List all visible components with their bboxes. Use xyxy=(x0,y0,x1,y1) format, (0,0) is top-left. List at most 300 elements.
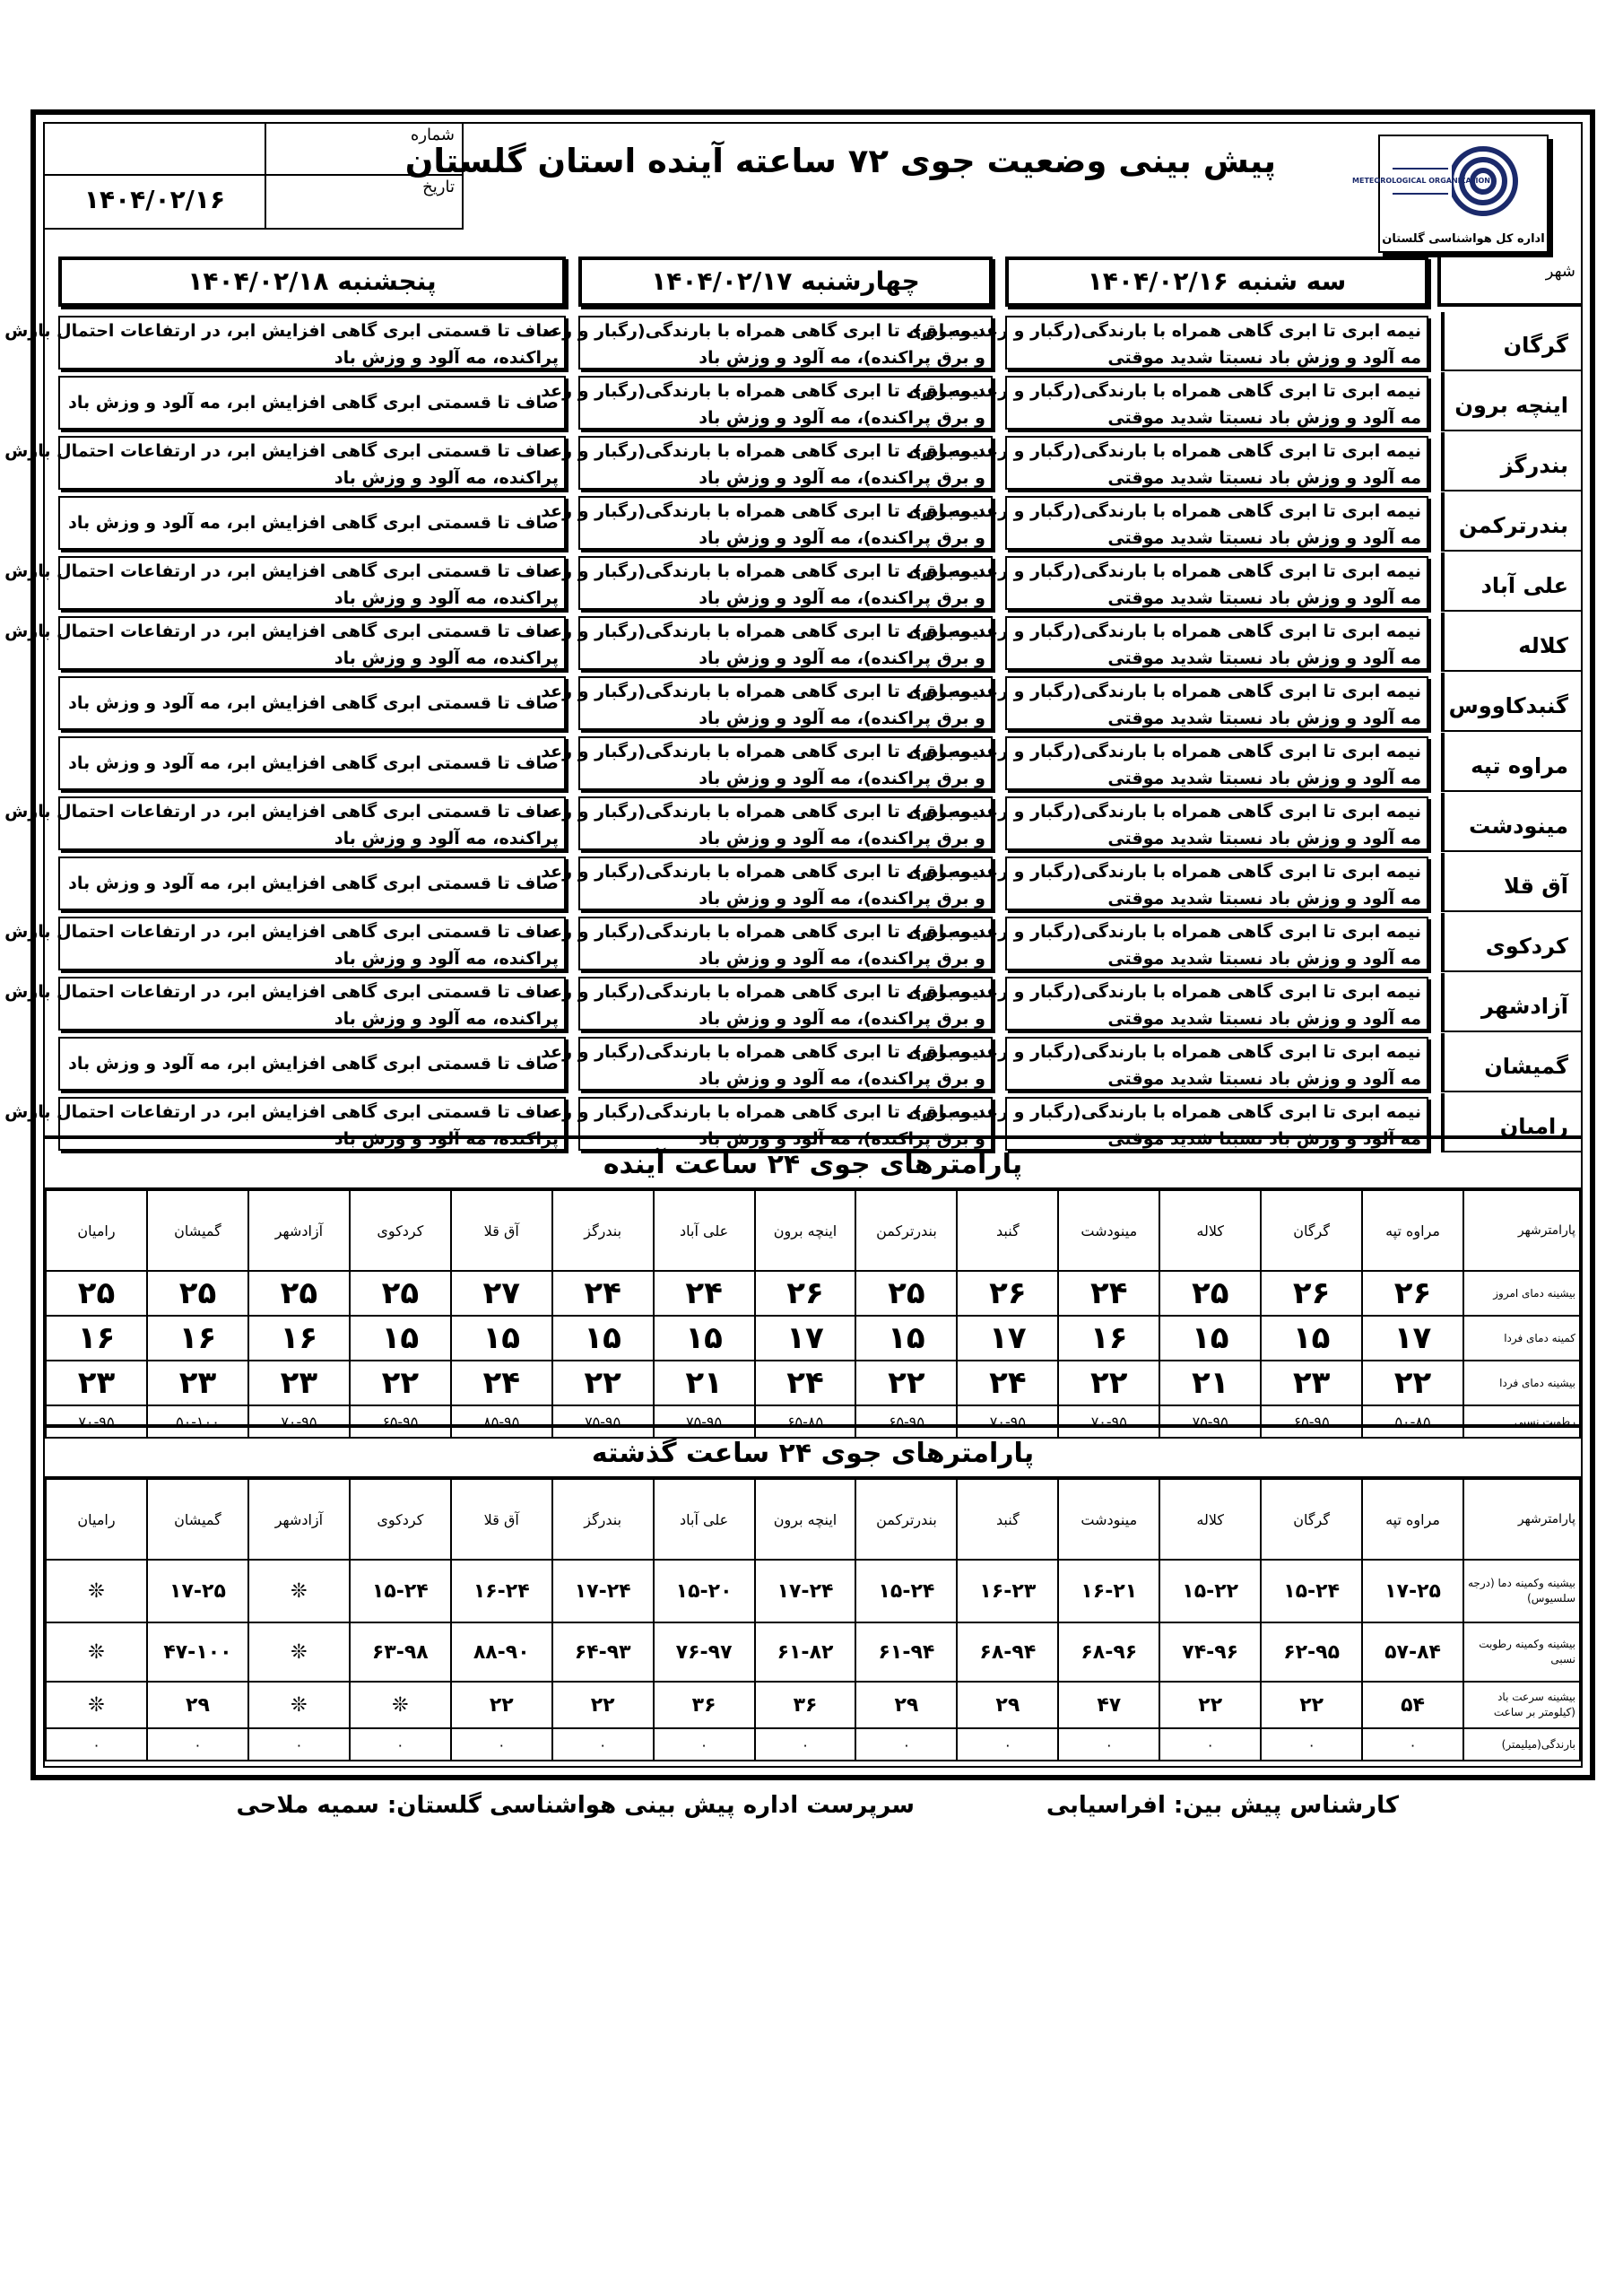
param-value: ۰ xyxy=(855,1728,957,1761)
param-value: ۲۱ xyxy=(654,1361,755,1405)
param-value: ۲۵ xyxy=(248,1271,350,1316)
param-value: ۲۵ xyxy=(855,1271,957,1316)
param-row xyxy=(46,1560,1580,1622)
date-label: تاریخ xyxy=(422,178,455,196)
forecast-text-line: نیمه ابری تا ابری گاهی همراه با بارندگی(رگبار و رعد xyxy=(541,1102,985,1122)
param-value: ۲۲ xyxy=(1362,1361,1463,1405)
forecast-cell-d2 xyxy=(541,556,993,610)
forecast-text-line: مه آلود و وزش باد نسبتا شدید موقتی xyxy=(1107,1069,1421,1089)
supervisor-signature: سرپرست اداره پیش بینی هواشناسی گلستان: سمیه ملاحی xyxy=(236,1792,915,1819)
forecast-text-line: نیمه ابری تا ابری گاهی همراه با بارندگی(رگبار و رعد xyxy=(541,742,985,761)
day-header-1: سه شنبه ۱۴۰۴/۰۲/۱۶ xyxy=(1005,257,1428,307)
forecast-cell-d3 xyxy=(4,436,566,490)
forecast-text-line: صاف تا قسمتی ابری گاهی افزایش ابر، مه آلود و وزش باد xyxy=(68,393,559,413)
forecast-cell-d2 xyxy=(541,1037,993,1091)
forecast-row xyxy=(4,913,1581,973)
param-value: ۱۵ xyxy=(654,1316,755,1361)
forecast-text-line: صاف تا قسمتی ابری گاهی افزایش ابر، مه آلود و وزش باد xyxy=(68,513,559,533)
forecast-cell-d1 xyxy=(907,496,1428,550)
forecast-text-line: صاف تا قسمتی ابری گاهی افزایش ابر، در ارتفاعات احتمال بارش xyxy=(4,1102,559,1122)
param-city-header: اینچه برون xyxy=(755,1479,856,1560)
city-name: مینودشت xyxy=(1441,793,1581,852)
param-value: ۲۳ xyxy=(147,1361,248,1405)
forecast-text-line: و برق پراکنده)، مه آلود و وزش باد xyxy=(699,709,985,728)
param-city-header: آزادشهر xyxy=(248,1479,350,1560)
param-value: ❊ xyxy=(248,1622,350,1682)
param-value: ۶۸-۹۴ xyxy=(957,1622,1058,1682)
forecast-text-line: نیمه ابری تا ابری گاهی همراه با بارندگی(رگبار و رعد و برق)، xyxy=(907,381,1421,401)
forecast-text-line: و برق پراکنده)، مه آلود و وزش باد xyxy=(699,348,985,368)
forecast-cell-d3 xyxy=(58,857,566,910)
forecast-text-line: پراکنده، مه آلود و وزش باد xyxy=(334,1129,559,1149)
forecast-cell-d3 xyxy=(58,1037,566,1091)
forecast-row xyxy=(45,492,1581,552)
param-value: ۱۵ xyxy=(1159,1316,1261,1361)
param-city-header: بندرترکمن xyxy=(855,1479,957,1560)
forecast-text-line: نیمه ابری تا ابری گاهی همراه با بارندگی(رگبار و رعد xyxy=(541,862,985,882)
param-city-header: کردکوی xyxy=(350,1190,451,1271)
param-value: ۷۶-۹۷ xyxy=(654,1622,755,1682)
document-inner-frame xyxy=(4,122,1583,1768)
param-row-label: بیشینه وکمینه دما (درجه سلسیوس) xyxy=(1463,1560,1580,1622)
param-row xyxy=(46,1622,1580,1682)
param-value: ۲۲ xyxy=(1261,1682,1362,1728)
city-name: گرگان xyxy=(1441,312,1581,371)
param-row-label: کمینه دمای فردا xyxy=(1463,1316,1580,1361)
param-value: ۱۶-۲۴ xyxy=(451,1560,552,1622)
param-value: ❊ xyxy=(46,1560,147,1622)
forecast-cell-d3 xyxy=(58,376,566,430)
param-city-header: گنبد xyxy=(957,1479,1058,1560)
param-value: ۱۵ xyxy=(451,1316,552,1361)
logo-caption: اداره کل هواشناسی گلستان xyxy=(1382,232,1545,246)
svg-text:METEOROLOGICAL ORGANIZATION: METEOROLOGICAL ORGANIZATION xyxy=(1352,177,1490,185)
param-city-header: رامیان xyxy=(46,1479,147,1560)
day-header-3: پنجشنبه ۱۴۰۴/۰۲/۱۸ xyxy=(58,257,566,307)
param-city-header: بندرگز xyxy=(552,1479,654,1560)
next24-title: پارامترهای جوی ۲۴ ساعت آینده xyxy=(45,1135,1581,1189)
forecast-row xyxy=(45,372,1581,432)
document-frame xyxy=(4,109,1595,1780)
param-value: ۱۶ xyxy=(147,1316,248,1361)
forecast-text-line: و برق پراکنده)، مه آلود و وزش باد xyxy=(699,408,985,428)
forecast-text-line: نیمه ابری تا ابری گاهی همراه با بارندگی(رگبار و رعد و برق)، xyxy=(907,501,1421,521)
param-value: ۲۴ xyxy=(755,1361,856,1405)
param-value: ۲۶ xyxy=(957,1271,1058,1316)
forecast-text-line: پراکنده، مه آلود و وزش باد xyxy=(334,348,559,368)
forecast-text-line: نیمه ابری تا ابری گاهی همراه با بارندگی(رگبار و رعد xyxy=(541,501,985,521)
forecast-text-line: نیمه ابری تا ابری گاهی همراه با بارندگی(رگبار و رعد xyxy=(541,441,985,461)
param-row-label: بیشینه دمای امروز xyxy=(1463,1271,1580,1316)
date-value: ۱۴۰۴/۰۲/۱۶ xyxy=(83,185,226,214)
forecast-text-line: نیمه ابری تا ابری گاهی همراه با بارندگی(رگبار و رعد و برق)، xyxy=(907,862,1421,882)
param-value: ۲۴ xyxy=(957,1361,1058,1405)
param-city-header: کلاله xyxy=(1159,1479,1261,1560)
forecast-cell-d3 xyxy=(58,736,566,790)
param-value: ۶۲-۹۵ xyxy=(1261,1622,1362,1682)
param-value: ۷۵-۹۵ xyxy=(552,1405,654,1438)
param-city-header: گنبد xyxy=(957,1190,1058,1271)
forecast-text-line: نیمه ابری تا ابری گاهی همراه با بارندگی(رگبار و رعد xyxy=(541,321,985,341)
param-row xyxy=(46,1316,1580,1361)
forecast-text-line: مه آلود و وزش باد نسبتا شدید موقتی xyxy=(1107,829,1421,848)
param-value: ۱۵-۲۲ xyxy=(1159,1560,1261,1622)
param-row xyxy=(46,1728,1580,1761)
param-value: ۸۵-۹۵ xyxy=(451,1405,552,1438)
forecast-text-line: نیمه ابری تا ابری گاهی همراه با بارندگی(رگبار و رعد و برق)، xyxy=(907,1102,1421,1122)
forecast-cell-d1 xyxy=(907,1037,1428,1091)
forecast-text-line: صاف تا قسمتی ابری گاهی افزایش ابر، مه آلود و وزش باد xyxy=(68,1054,559,1074)
number-label-cell xyxy=(265,124,462,176)
forecast-text-line: مه آلود و وزش باد نسبتا شدید موقتی xyxy=(1107,709,1421,728)
param-value: ۲۶ xyxy=(1362,1271,1463,1316)
forecast-row xyxy=(45,853,1581,913)
forecast-text-line: پراکنده، مه آلود و وزش باد xyxy=(334,829,559,848)
next24-table xyxy=(45,1189,1581,1439)
param-row-label: رطوبت نسبی xyxy=(1463,1405,1580,1438)
forecast-text-line: نیمه ابری تا ابری گاهی همراه با بارندگی(رگبار و رعد xyxy=(541,982,985,1002)
param-city-header: گمیشان xyxy=(147,1190,248,1271)
forecast-text-line: پراکنده، مه آلود و وزش باد xyxy=(334,468,559,488)
forecast-text-line: نیمه ابری تا ابری گاهی همراه با بارندگی(رگبار و رعد و برق)، xyxy=(907,561,1421,581)
city-name: گمیشان xyxy=(1441,1033,1581,1092)
forecast-text-line: پراکنده، مه آلود و وزش باد xyxy=(334,588,559,608)
forecast-text-line: مه آلود و وزش باد نسبتا شدید موقتی xyxy=(1107,889,1421,909)
forecast-text-line: صاف تا قسمتی ابری گاهی افزایش ابر، در ارتفاعات احتمال بارش xyxy=(4,982,559,1002)
param-value: ۲۲ xyxy=(451,1682,552,1728)
param-city-header: آق قلا xyxy=(451,1190,552,1271)
param-city-header: گمیشان xyxy=(147,1479,248,1560)
date-value-cell xyxy=(45,176,265,228)
param-value: ❊ xyxy=(46,1682,147,1728)
forecast-text-line: صاف تا قسمتی ابری گاهی افزایش ابر، در ارتفاعات احتمال بارش xyxy=(4,321,559,341)
forecast-text-line: پراکنده، مه آلود و وزش باد xyxy=(334,949,559,969)
param-value: ۰ xyxy=(147,1728,248,1761)
forecast-cell-d1 xyxy=(907,556,1428,610)
param-value: ۰ xyxy=(957,1728,1058,1761)
param-value: ۱۷-۲۵ xyxy=(1362,1560,1463,1622)
forecast-text-line: نیمه ابری تا ابری گاهی همراه با بارندگی(رگبار و رعد و برق)، xyxy=(907,802,1421,822)
param-value: ۱۵ xyxy=(350,1316,451,1361)
forecast-cell-d3 xyxy=(4,316,566,370)
forecast-cell-d1 xyxy=(907,857,1428,910)
forecast-text-line: پراکنده، مه آلود و وزش باد xyxy=(334,648,559,668)
forecast-text-line: نیمه ابری تا ابری گاهی همراه با بارندگی(رگبار و رعد xyxy=(541,622,985,641)
forecast-cell-d1 xyxy=(907,676,1428,730)
param-value: ۶۸-۹۶ xyxy=(1058,1622,1159,1682)
forecast-cell-d2 xyxy=(541,917,993,970)
param-value: ۰ xyxy=(46,1728,147,1761)
param-value: ۰ xyxy=(755,1728,856,1761)
param-value: ❊ xyxy=(248,1560,350,1622)
forecast-text-line: صاف تا قسمتی ابری گاهی افزایش ابر، در ارتفاعات احتمال بارش xyxy=(4,622,559,641)
param-city-header: گرگان xyxy=(1261,1190,1362,1271)
param-value: ۶۴-۹۳ xyxy=(552,1622,654,1682)
forecast-text-line: و برق پراکنده)، مه آلود و وزش باد xyxy=(699,1069,985,1089)
param-city-header: اینچه برون xyxy=(755,1190,856,1271)
logo-emblem-icon xyxy=(1352,144,1532,219)
param-value: ۲۱ xyxy=(1159,1361,1261,1405)
param-value: ۶۵-۹۵ xyxy=(855,1405,957,1438)
param-row xyxy=(46,1271,1580,1316)
param-value: ۶۱-۹۴ xyxy=(855,1622,957,1682)
param-row-label: بارندگی(میلیمتر) xyxy=(1463,1728,1580,1761)
forecast-text-line: نیمه ابری تا ابری گاهی همراه با بارندگی(رگبار و رعد و برق)، xyxy=(907,742,1421,761)
forecast-text-line: صاف تا قسمتی ابری گاهی افزایش ابر، مه آلود و وزش باد xyxy=(68,874,559,893)
forecast-text-line: مه آلود و وزش باد نسبتا شدید موقتی xyxy=(1107,408,1421,428)
param-value: ۰ xyxy=(1159,1728,1261,1761)
param-value: ۰ xyxy=(1058,1728,1159,1761)
param-value: ۲۲ xyxy=(855,1361,957,1405)
forecast-cell-d2 xyxy=(541,496,993,550)
city-name: گنبدکاووس xyxy=(1441,673,1581,732)
param-value: ۲۳ xyxy=(1261,1361,1362,1405)
forecast-text-line: نیمه ابری تا ابری گاهی همراه با بارندگی(رگبار و رعد xyxy=(541,561,985,581)
forecast-text-line: نیمه ابری تا ابری گاهی همراه با بارندگی(رگبار و رعد و برق)، xyxy=(907,622,1421,641)
param-value: ۱۵-۲۴ xyxy=(350,1560,451,1622)
forecast-text-line: و برق پراکنده)، مه آلود و وزش باد xyxy=(699,829,985,848)
param-value: ۵۷-۸۴ xyxy=(1362,1622,1463,1682)
forecast-row xyxy=(4,973,1581,1033)
forecast-text-line: و برق پراکنده)، مه آلود و وزش باد xyxy=(699,769,985,788)
param-value: ۶۱-۸۲ xyxy=(755,1622,856,1682)
forecast-text-line: نیمه ابری تا ابری گاهی همراه با بارندگی(رگبار و رعد xyxy=(541,381,985,401)
param-city-header: مراوه تپه xyxy=(1362,1190,1463,1271)
city-name: مراوه تپه xyxy=(1441,733,1581,792)
forecast-text-line: صاف تا قسمتی ابری گاهی افزایش ابر، مه آلود و وزش باد xyxy=(68,753,559,773)
param-value: ۷۰-۹۵ xyxy=(957,1405,1058,1438)
param-city-header: علی آباد xyxy=(654,1479,755,1560)
param-value: ۲۹ xyxy=(855,1682,957,1728)
param-value: ❊ xyxy=(248,1682,350,1728)
forecast-text-line: صاف تا قسمتی ابری گاهی افزایش ابر، در ارتفاعات احتمال بارش xyxy=(4,441,559,461)
param-value: ۰ xyxy=(248,1728,350,1761)
param-city-header: آزادشهر xyxy=(248,1190,350,1271)
forecast-row xyxy=(4,793,1581,853)
forecast-cell-d1 xyxy=(907,436,1428,490)
param-value: ۲۳ xyxy=(46,1361,147,1405)
forecast-cell-d3 xyxy=(4,556,566,610)
forecast-text-line: مه آلود و وزش باد نسبتا شدید موقتی xyxy=(1107,468,1421,488)
forecast-cell-d1 xyxy=(907,316,1428,370)
forecast-text-line: و برق پراکنده)، مه آلود و وزش باد xyxy=(699,1129,985,1149)
param-value: ۰ xyxy=(350,1728,451,1761)
city-name: بندرگز xyxy=(1441,432,1581,491)
forecast-cell-d2 xyxy=(541,857,993,910)
forecast-text-line: نیمه ابری تا ابری گاهی همراه با بارندگی(رگبار و رعد و برق)، xyxy=(907,321,1421,341)
forecast-text-line: پراکنده، مه آلود و وزش باد xyxy=(334,1009,559,1029)
param-city-header: مراوه تپه xyxy=(1362,1479,1463,1560)
param-value: ۷۴-۹۶ xyxy=(1159,1622,1261,1682)
forecast-text-line: نیمه ابری تا ابری گاهی همراه با بارندگی(رگبار و رعد و برق)، xyxy=(907,1042,1421,1062)
forecast-text-line: صاف تا قسمتی ابری گاهی افزایش ابر، در ارتفاعات احتمال بارش xyxy=(4,561,559,581)
forecast-row xyxy=(4,613,1581,673)
param-value: ۲۹ xyxy=(147,1682,248,1728)
param-value: ۲۷ xyxy=(451,1271,552,1316)
param-value: ۰ xyxy=(1362,1728,1463,1761)
forecast-table xyxy=(4,257,1581,1162)
param-value: ۱۶ xyxy=(1058,1316,1159,1361)
city-name: رامیان xyxy=(1441,1093,1581,1152)
param-value: ۱۵ xyxy=(855,1316,957,1361)
param-value: ۲۴ xyxy=(1058,1271,1159,1316)
forecast-text-line: نیمه ابری تا ابری گاهی همراه با بارندگی(رگبار و رعد و برق)، xyxy=(907,982,1421,1002)
param-value: ۲۲ xyxy=(350,1361,451,1405)
forecast-text-line: مه آلود و وزش باد نسبتا شدید موقتی xyxy=(1107,588,1421,608)
organization-logo xyxy=(1352,135,1549,253)
forecast-text-line: مه آلود و وزش باد نسبتا شدید موقتی xyxy=(1107,1129,1421,1149)
param-value: ۲۲ xyxy=(1159,1682,1261,1728)
forecast-cell-d1 xyxy=(907,376,1428,430)
param-city-header: مینودشت xyxy=(1058,1190,1159,1271)
number-label: شماره xyxy=(410,126,455,144)
param-value: ۵۰-۸۵ xyxy=(1362,1405,1463,1438)
header xyxy=(45,124,1581,257)
forecast-text-line: نیمه ابری تا ابری گاهی همراه با بارندگی(رگبار و رعد xyxy=(541,802,985,822)
param-row-label: بیشینه دمای فردا xyxy=(1463,1361,1580,1405)
forecast-text-line: مه آلود و وزش باد نسبتا شدید موقتی xyxy=(1107,528,1421,548)
forecast-text-line: صاف تا قسمتی ابری گاهی افزایش ابر، در ارتفاعات احتمال بارش xyxy=(4,802,559,822)
city-name: آق قلا xyxy=(1441,853,1581,912)
forecast-cell-d2 xyxy=(541,616,993,670)
forecast-cell-d2 xyxy=(541,977,993,1031)
param-value: ۱۵ xyxy=(1261,1316,1362,1361)
param-value: ۴۷-۱۰۰ xyxy=(147,1622,248,1682)
param-value: ۲۴ xyxy=(552,1271,654,1316)
forecast-cell-d3 xyxy=(58,676,566,730)
param-value: ۰ xyxy=(654,1728,755,1761)
forecast-cell-d3 xyxy=(4,616,566,670)
param-value: ۲۹ xyxy=(957,1682,1058,1728)
forecast-text-line: و برق پراکنده)، مه آلود و وزش باد xyxy=(699,1009,985,1029)
param-city-header: علی آباد xyxy=(654,1190,755,1271)
param-city-header: مینودشت xyxy=(1058,1479,1159,1560)
param-value: ۱۶-۲۳ xyxy=(957,1560,1058,1622)
city-name: کلاله xyxy=(1441,613,1581,672)
param-value: ۵۰-۱۰۰ xyxy=(147,1405,248,1438)
forecast-cell-d1 xyxy=(907,736,1428,790)
forecast-text-line: و برق پراکنده)، مه آلود و وزش باد xyxy=(699,648,985,668)
param-corner-label: پارامترشهر xyxy=(1463,1190,1580,1271)
forecast-text-line: و برق پراکنده)، مه آلود و وزش باد xyxy=(699,949,985,969)
city-name: بندرترکمن xyxy=(1441,492,1581,552)
param-value: ۲۵ xyxy=(46,1271,147,1316)
param-value: ۶۵-۹۵ xyxy=(350,1405,451,1438)
date-label-cell xyxy=(265,176,462,228)
param-header-row xyxy=(46,1190,1580,1271)
forecast-cell-d1 xyxy=(907,977,1428,1031)
param-value: ۲۵ xyxy=(1159,1271,1261,1316)
forecast-cell-d1 xyxy=(907,616,1428,670)
param-value: ۲۵ xyxy=(147,1271,248,1316)
forecast-row xyxy=(45,1033,1581,1093)
param-corner-label: پارامترشهر xyxy=(1463,1479,1580,1560)
forecast-text-line: نیمه ابری تا ابری گاهی همراه با بارندگی(رگبار و رعد و برق)، xyxy=(907,682,1421,701)
param-value: ۶۳-۹۸ xyxy=(350,1622,451,1682)
meta-box xyxy=(45,124,464,230)
forecast-text-line: نیمه ابری تا ابری گاهی همراه با بارندگی(رگبار و رعد و برق)، xyxy=(907,441,1421,461)
city-column-header: شهر xyxy=(1437,257,1581,307)
forecast-text-line: صاف تا قسمتی ابری گاهی افزایش ابر، در ارتفاعات احتمال بارش xyxy=(4,922,559,942)
forecast-text-line: نیمه ابری تا ابری گاهی همراه با بارندگی(رگبار و رعد xyxy=(541,922,985,942)
forecast-text-line: مه آلود و وزش باد نسبتا شدید موقتی xyxy=(1107,769,1421,788)
param-value: ۲۴ xyxy=(451,1361,552,1405)
forecast-row xyxy=(45,673,1581,733)
forecast-row xyxy=(4,432,1581,492)
forecast-text-line: نیمه ابری تا ابری گاهی همراه با بارندگی(رگبار و رعد xyxy=(541,682,985,701)
param-value: ۳۶ xyxy=(755,1682,856,1728)
param-value: ۰ xyxy=(451,1728,552,1761)
city-name: علی آباد xyxy=(1441,552,1581,612)
param-value: ۰ xyxy=(1261,1728,1362,1761)
forecast-text-line: نیمه ابری تا ابری گاهی همراه با بارندگی(رگبار و رعد و برق)، xyxy=(907,922,1421,942)
param-value: ۱۷ xyxy=(755,1316,856,1361)
forecast-cell-d3 xyxy=(4,796,566,850)
param-value: ۱۶ xyxy=(248,1316,350,1361)
param-value: ۱۷ xyxy=(1362,1316,1463,1361)
forecast-text-line: و برق پراکنده)، مه آلود و وزش باد xyxy=(699,588,985,608)
page-title: پیش بینی وضعیت جوی ۷۲ ساعته آینده استان گلستان xyxy=(404,142,1276,180)
forecast-cell-d3 xyxy=(4,917,566,970)
param-header-row xyxy=(46,1479,1580,1560)
param-value: ۱۷ xyxy=(957,1316,1058,1361)
param-city-header: گرگان xyxy=(1261,1479,1362,1560)
param-row-label: بیشینه وکمینه رطوبت نسبی xyxy=(1463,1622,1580,1682)
param-row xyxy=(46,1682,1580,1728)
param-value: ۷۵-۹۵ xyxy=(1159,1405,1261,1438)
forecast-text-line: نیمه ابری تا ابری گاهی همراه با بارندگی(رگبار و رعد xyxy=(541,1042,985,1062)
param-city-header: بندرترکمن xyxy=(855,1190,957,1271)
forecast-text-line: صاف تا قسمتی ابری گاهی افزایش ابر، مه آلود و وزش باد xyxy=(68,693,559,713)
number-value-cell xyxy=(45,124,265,176)
param-value: ۱۶ xyxy=(46,1316,147,1361)
forecast-row xyxy=(45,733,1581,793)
forecast-text-line: و برق پراکنده)، مه آلود و وزش باد xyxy=(699,468,985,488)
city-name: کردکوی xyxy=(1441,913,1581,972)
forecast-text-line: و برق پراکنده)، مه آلود و وزش باد xyxy=(699,889,985,909)
param-value: ۲۲ xyxy=(552,1361,654,1405)
param-value: ۶۵-۹۵ xyxy=(1261,1405,1362,1438)
param-row-label: بیشینه سرعت باد (کیلومتر بر ساعت xyxy=(1463,1682,1580,1728)
param-value: ۶۵-۸۵ xyxy=(755,1405,856,1438)
param-value: ❊ xyxy=(350,1682,451,1728)
past24-table xyxy=(45,1478,1581,1761)
forecast-text-line: مه آلود و وزش باد نسبتا شدید موقتی xyxy=(1107,648,1421,668)
param-value: ۱۷-۲۵ xyxy=(147,1560,248,1622)
forecast-cell-d1 xyxy=(907,796,1428,850)
forecast-cell-d2 xyxy=(541,676,993,730)
param-value: ۱۵-۲۰ xyxy=(654,1560,755,1622)
forecast-cell-d2 xyxy=(541,796,993,850)
param-city-header: کردکوی xyxy=(350,1479,451,1560)
forecast-cell-d2 xyxy=(541,316,993,370)
param-city-header: رامیان xyxy=(46,1190,147,1271)
param-value: ۷۰-۹۵ xyxy=(46,1405,147,1438)
param-value: ۳۶ xyxy=(654,1682,755,1728)
param-value: ۱۵ xyxy=(552,1316,654,1361)
param-value: ❊ xyxy=(46,1622,147,1682)
param-value: ۲۲ xyxy=(1058,1361,1159,1405)
forecast-cell-d2 xyxy=(541,436,993,490)
city-name: اینچه برون xyxy=(1441,372,1581,431)
param-value: ۱۶-۲۱ xyxy=(1058,1560,1159,1622)
param-value: ۲۲ xyxy=(552,1682,654,1728)
param-value: ۲۵ xyxy=(350,1271,451,1316)
past24-title: پارامترهای جوی ۲۴ ساعت گذشته xyxy=(45,1424,1581,1478)
param-value: ۰ xyxy=(552,1728,654,1761)
param-value: ۱۷-۲۴ xyxy=(755,1560,856,1622)
city-name: آزادشهر xyxy=(1441,973,1581,1032)
